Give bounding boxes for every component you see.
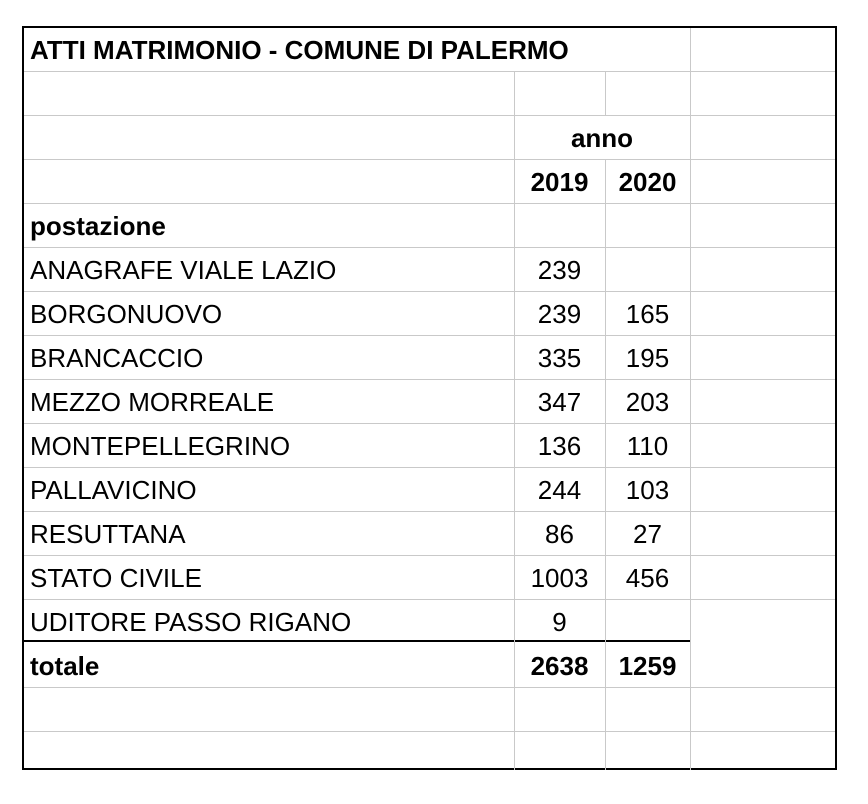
row-label-header: postazione <box>30 210 166 241</box>
total-2020: 1259 <box>618 650 677 681</box>
location-name: MEZZO MORREALE <box>30 386 275 417</box>
location-name: PALLAVICINO <box>30 474 197 505</box>
value-2020: 195 <box>625 342 670 373</box>
value-2019: 244 <box>537 474 582 505</box>
title-row <box>24 28 835 72</box>
value-2019: 136 <box>537 430 582 461</box>
total-label: totale <box>30 650 100 681</box>
value-2020: 203 <box>625 386 670 417</box>
value-2019: 335 <box>537 342 582 373</box>
row-label-header-row <box>24 204 835 248</box>
value-2020: 27 <box>633 518 662 549</box>
value-2019: 239 <box>537 254 582 285</box>
total-row <box>24 644 835 688</box>
value-2019: 1003 <box>530 562 589 593</box>
table-row <box>24 292 835 336</box>
year-2020-header: 2020 <box>618 166 677 197</box>
value-2019: 9 <box>552 606 567 637</box>
value-2019: 347 <box>537 386 582 417</box>
table-row <box>24 468 835 512</box>
group-header-row <box>24 116 835 160</box>
table-row <box>24 556 835 600</box>
value-2019: 239 <box>537 298 582 329</box>
table-title: ATTI MATRIMONIO - COMUNE DI PALERMO <box>30 34 569 65</box>
table-row <box>24 424 835 468</box>
value-2020: 456 <box>625 562 670 593</box>
location-name: MONTEPELLEGRINO <box>30 430 291 461</box>
table-row <box>24 600 835 644</box>
gridline <box>24 731 835 732</box>
location-name: STATO CIVILE <box>30 562 202 593</box>
location-name: RESUTTANA <box>30 518 186 549</box>
value-2020: 165 <box>625 298 670 329</box>
value-2020: 110 <box>626 430 669 461</box>
table-row <box>24 336 835 380</box>
value-2020: 103 <box>625 474 670 505</box>
total-2019: 2638 <box>530 650 589 681</box>
location-name: BORGONUOVO <box>30 298 223 329</box>
location-name: UDITORE PASSO RIGANO <box>30 606 352 637</box>
year-2019-header: 2019 <box>530 166 589 197</box>
value-2020 <box>605 248 690 292</box>
gridline <box>605 71 606 115</box>
spreadsheet-table <box>22 26 837 770</box>
table-row <box>24 380 835 424</box>
year-group-label: anno <box>570 122 634 153</box>
table-row <box>24 248 835 292</box>
value-2019: 86 <box>545 518 574 549</box>
value-2020 <box>605 600 690 644</box>
year-header-row <box>24 160 835 204</box>
table-row <box>24 512 835 556</box>
location-name: ANAGRAFE VIALE LAZIO <box>30 254 337 285</box>
location-name: BRANCACCIO <box>30 342 204 373</box>
